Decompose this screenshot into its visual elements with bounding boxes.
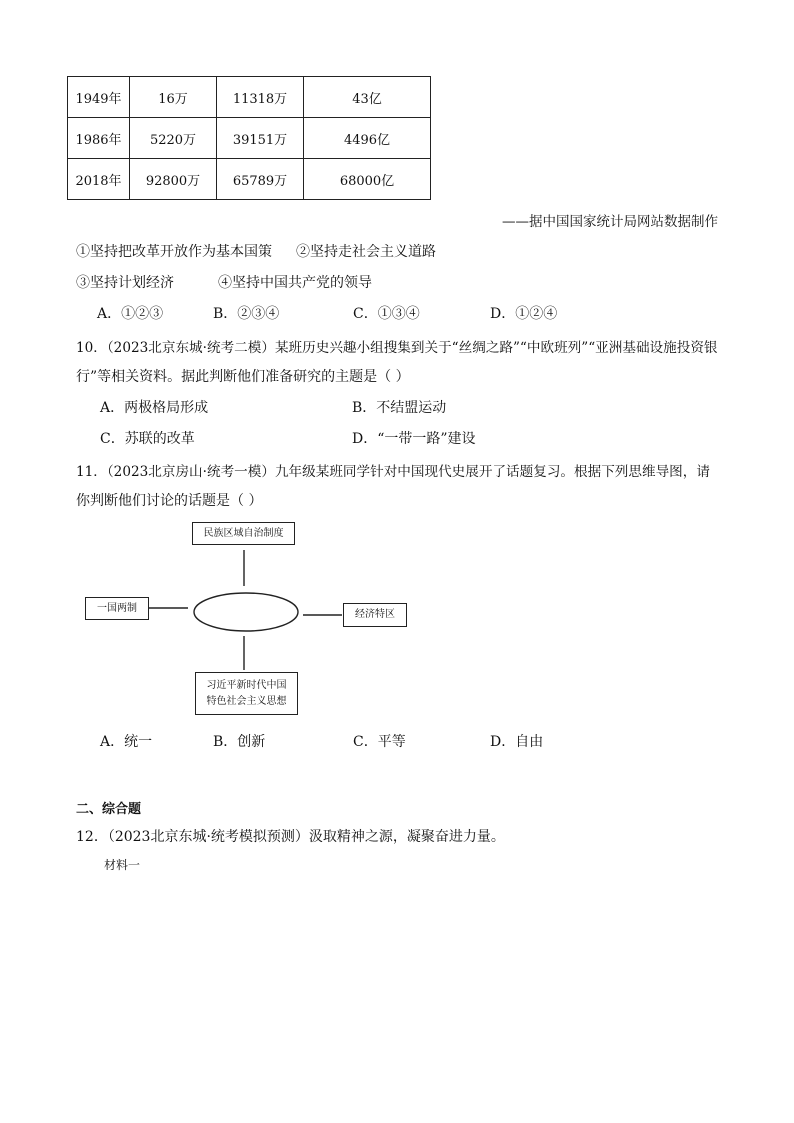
- mind-map-node-bottom: [195, 672, 298, 715]
- q10-option-a[interactable]: A．两极格局形成: [100, 400, 209, 416]
- mind-map-node-bottom-line2: 特色社会主义思想: [206, 695, 287, 707]
- q11-option-c[interactable]: C．平等: [353, 734, 406, 750]
- table-cell: 1986年: [68, 118, 130, 159]
- table-cell: 11318万: [217, 77, 304, 118]
- q9-statement-3: ③坚持计划经济: [76, 275, 174, 291]
- q12-stem: 12．（2023北京东城·统考模拟预测）汲取精神之源，凝聚奋进力量。: [76, 829, 505, 845]
- table-cell: 65789万: [217, 159, 304, 200]
- material-label: 材料一: [104, 858, 141, 872]
- q9-option-a[interactable]: A．①②③: [97, 306, 164, 322]
- mind-map-center-ellipse: [194, 593, 298, 631]
- q11-option-b[interactable]: B．创新: [213, 734, 266, 750]
- q9-statement-2: ②坚持走社会主义道路: [296, 244, 436, 260]
- table-cell: 68000亿: [304, 159, 431, 200]
- table-cell: 2018年: [68, 159, 130, 200]
- q11-option-a[interactable]: A．统一: [100, 734, 153, 750]
- section-heading: 二、综合题: [76, 802, 142, 817]
- mind-map-node-left: 一国两制: [85, 597, 149, 620]
- q10-option-b[interactable]: B．不结盟运动: [352, 400, 447, 416]
- mind-map-node-bottom-line1: 习近平新时代中国: [206, 679, 287, 691]
- table-cell: 43亿: [304, 77, 431, 118]
- table-cell: 39151万: [217, 118, 304, 159]
- q9-option-c[interactable]: C．①③④: [353, 306, 420, 322]
- table-source-note: ——据中国国家统计局网站数据制作: [502, 214, 718, 230]
- table-cell: 92800万: [130, 159, 217, 200]
- q9-option-b[interactable]: B．②③④: [213, 306, 280, 322]
- q10-option-c[interactable]: C．苏联的改革: [100, 431, 195, 447]
- q10-option-d[interactable]: D．“一带一路”建设: [352, 431, 476, 447]
- q9-statement-4: ④坚持中国共产党的领导: [218, 275, 372, 291]
- table-cell: 1949年: [68, 77, 130, 118]
- table-cell: 16万: [130, 77, 217, 118]
- q9-option-d[interactable]: D．①②④: [490, 306, 558, 322]
- q9-statement-1: ①坚持把改革开放作为基本国策: [76, 244, 272, 260]
- mind-map-node-right: 经济特区: [343, 603, 407, 627]
- q10-stem-line1: 10．（2023北京东城·统考二模）某班历史兴趣小组搜集到关于“丝绸之路”“中欧班列”“亚洲基础设施投资银: [76, 340, 718, 356]
- q11-stem-line2: 你判断他们讨论的话题是（ ）: [76, 493, 263, 509]
- table-cell: 4496亿: [304, 118, 431, 159]
- q10-stem-line2: 行”等相关资料。据此判断他们准备研究的主题是（ ）: [76, 369, 410, 385]
- q11-option-d[interactable]: D．自由: [490, 734, 544, 750]
- table-cell: 5220万: [130, 118, 217, 159]
- q11-stem-line1: 11．（2023北京房山·统考一模）九年级某班同学针对中国现代史展开了话题复习。根据下列思维导图，请: [76, 464, 710, 480]
- mind-map-node-top: 民族区域自治制度: [192, 522, 295, 545]
